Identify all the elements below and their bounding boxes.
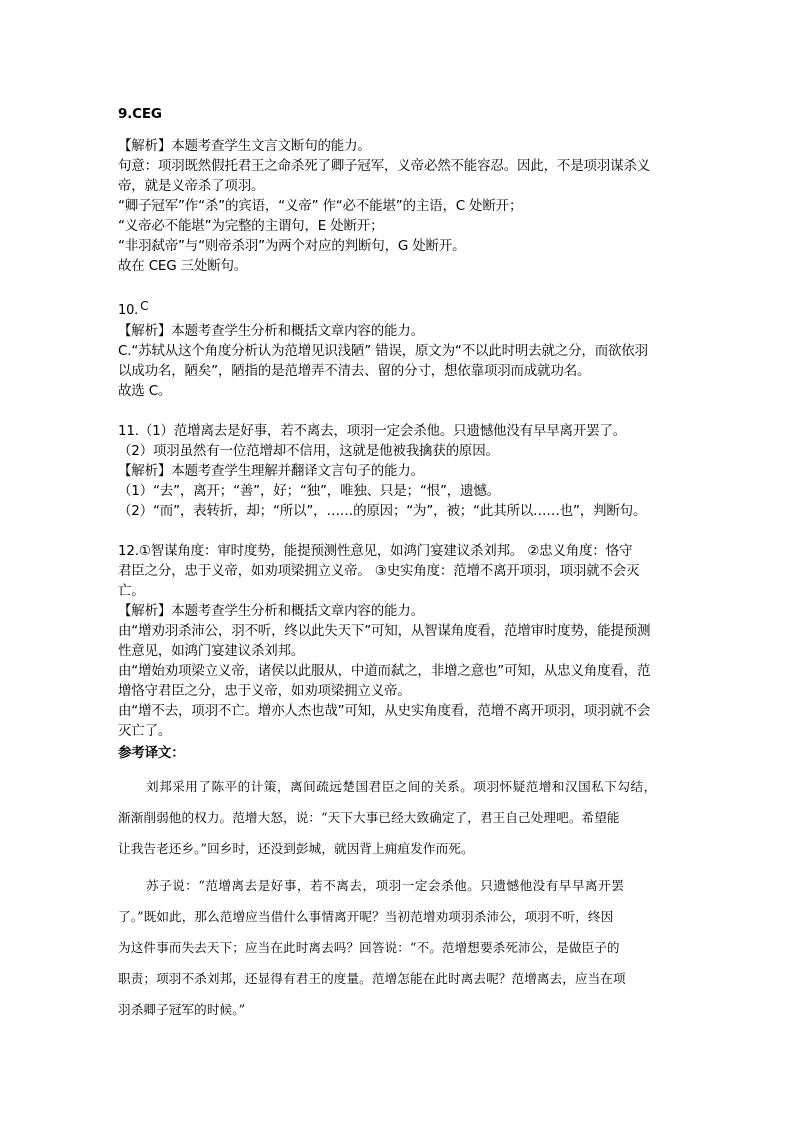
q9-line: 【解析】本题考查学生文言文断句的能力。 — [118, 138, 371, 154]
q12-line: 12.①智谋角度：审时度势，能提预测性意见，如鸿门宴建议杀刘邦。 ②忠义角度：恪守 — [118, 543, 633, 559]
q12-line: 亡。 — [118, 583, 145, 599]
translation-line: 渐渐削弱他的权力。范增大怒，说：“天下大事已经大致确定了，君王自己处理吧。希望能 — [118, 810, 620, 825]
q9-line: “非羽弑帝”与“则帝杀羽”为两个对应的判断句，G 处断开。 — [118, 238, 466, 254]
translation-line: 职责；项羽不杀刘邦，还显得有君王的度量。范增怎能在此时离去呢？范增离去，应当在项 — [118, 971, 626, 986]
q10-answer: C — [140, 299, 149, 313]
q9-line: 帝，就是义帝杀了项羽。 — [118, 178, 265, 194]
q11-line: 【解析】本题考查学生理解并翻译文言句子的能力。 — [118, 463, 424, 479]
q11-line: （2）“而”，表转折，却；“所以”，……的原因；“为”，被；“此其所以……也”，判断句。 — [118, 503, 647, 519]
q11-line: （2）项羽虽然有一位范增却不信用，这就是他被我擒获的原因。 — [118, 443, 499, 459]
q12-line: 君臣之分，忠于义帝，如劝项梁拥立义帝。 ③史实角度：范增不离开项羽，项羽就不会灭 — [118, 563, 640, 579]
q12-line: 由“增劝羽杀沛公，羽不听，终以此失天下”可知，从智谋角度看，范增审时度势，能提预测 — [118, 623, 651, 639]
q12-line: 【解析】本题考查学生分析和概括文章内容的能力。 — [118, 603, 424, 619]
q11-line: 11.（1）范增离去是好事，若不离去，项羽一定会杀他。只遗憾他没有早早离开罢了。 — [118, 423, 627, 439]
translation-line: 为这件事而失去天下；应当在此时离去吗？回答说：“不。范增想要杀死沛公，是做臣子的 — [118, 940, 620, 955]
translation-line: 刘邦采用了陈平的计策，离间疏远楚国君臣之间的关系。项羽怀疑范增和汉国私下勾结， — [146, 779, 657, 794]
translation-heading: 参考译文： — [118, 745, 185, 761]
q10-line: 以成功名，陋矣”，陋指的是范增弄不清去、留的分寸，想依靠项羽而成就功名。 — [118, 363, 591, 379]
q12-line: 灭亡了。 — [118, 723, 172, 739]
translation-line: 羽杀卿子冠军的时候。” — [118, 1002, 246, 1017]
translation-line: 了。”既如此，那么范增应当借什么事情离开呢？当初范增劝项羽杀沛公，项羽不听，终因 — [118, 909, 614, 924]
q12-line: 性意见，如鸿门宴建议杀刘邦。 — [118, 643, 305, 659]
translation-line: 让我告老还乡。”回乡时，还没到彭城，就因背上痈疽发作而死。 — [118, 841, 474, 856]
q10-answer-line — [118, 296, 678, 321]
q10-line: 故选 C。 — [118, 383, 172, 399]
q10-line: C.“苏轼从这个角度分析认为范增见识浅陋” 错误，原文为“不以此时明去就之分，而欲依羽 — [118, 343, 648, 359]
q9-answer: 9.CEG — [118, 106, 162, 122]
q12-line: 由“增不去，项羽不亡。增亦人杰也哉”可知，从史实角度看，范增不离开项羽，项羽就不会 — [118, 703, 651, 719]
q10-number: 10. — [118, 303, 139, 318]
q12-line: 增恪守君臣之分，忠于义帝，如劝项梁拥立义帝。 — [118, 683, 411, 699]
q9-line: “卿子冠军”作“杀”的宾语，“义帝” 作“必不能堪”的主语，C 处断开； — [118, 198, 523, 214]
q9-line: 句意：项羽既然假托君王之命杀死了卿子冠军，义帝必然不能容忍。因此，不是项羽谋杀义 — [118, 158, 650, 174]
q10-line: 【解析】本题考查学生分析和概括文章内容的能力。 — [118, 323, 424, 339]
translation-line: 苏子说：“范增离去是好事，若不离去，项羽一定会杀他。只遗憾他没有早早离开罢 — [146, 878, 625, 893]
q9-line: “义帝必不能堪”为完整的主谓句，E 处断开； — [118, 218, 384, 234]
q12-line: 由“增始劝项梁立义帝，诸侯以此服从，中道而弑之，非增之意也”可知，从忠义角度看，范 — [118, 663, 651, 679]
answer-content — [118, 104, 678, 1025]
q9-line: 故在 CEG 三处断句。 — [118, 258, 248, 274]
q11-line: （1）“去”，离开；“善”，好；“独”，唯独、只是；“恨”，遗憾。 — [118, 483, 500, 499]
